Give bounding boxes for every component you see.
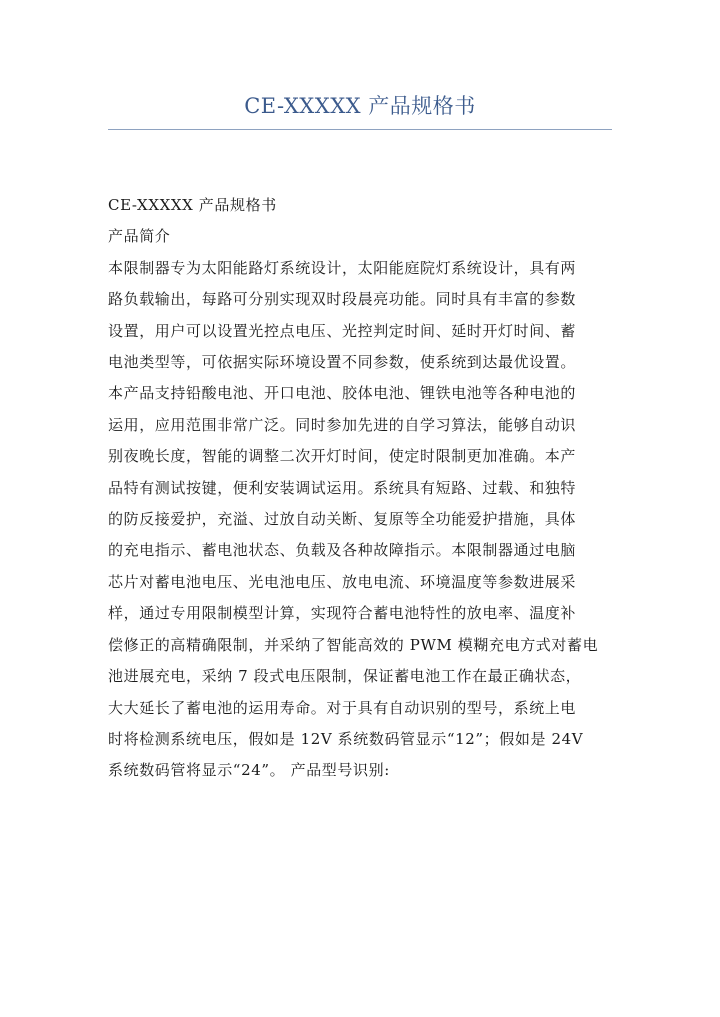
paragraph-line: 本产品支持铅酸电池、开口电池、胶体电池、锂铁电池等各种电池的 xyxy=(108,384,577,403)
paragraph-line: 池进展充电，采纳 7 段式电压限制，保证蓄电池工作在最正确状态， xyxy=(108,667,582,686)
paragraph-line: 芯片对蓄电池电压、光电池电压、放电电流、环境温度等参数进展采 xyxy=(108,572,577,591)
paragraph-line: 大大延长了蓄电池的运用寿命。对于具有自动识别的型号，系统上电 xyxy=(108,698,577,717)
paragraph-line: 偿修正的高精确限制，并采纳了智能高效的 PWM 模糊充电方式对蓄电 xyxy=(108,635,599,654)
header-divider xyxy=(108,129,612,130)
paragraph-line: 时将检测系统电压，假如是 12V 系统数码管显示“12”；假如是 24V xyxy=(108,729,584,748)
section-title: 产品简介 xyxy=(108,227,171,246)
paragraph-line: 路负载输出，每路可分别实现双时段晨亮功能。同时具有丰富的参数 xyxy=(108,290,577,309)
paragraph-line: 运用，应用范围非常广泛。同时参加先进的自学习算法，能够自动识 xyxy=(108,415,577,434)
paragraph-line: 设置，用户可以设置光控点电压、光控判定时间、延时开灯时间、蓄 xyxy=(108,321,577,340)
paragraph-line: 的充电指示、蓄电池状态、负载及各种故障指示。本限制器通过电脑 xyxy=(108,541,577,560)
paragraph-line: 品特有测试按键，便利安装调试运用。系统具有短路、过载、和独特 xyxy=(108,478,577,497)
paragraph-line: 本限制器专为太阳能路灯系统设计，太阳能庭院灯系统设计，具有两 xyxy=(108,258,577,277)
document-heading: CE-XXXXX 产品规格书 xyxy=(108,196,277,214)
document-body xyxy=(108,190,628,787)
paragraph-line: 系统数码管将显示“24”。 产品型号识别: xyxy=(108,761,390,780)
page-header xyxy=(108,88,612,124)
paragraph-line: 别夜晚长度，智能的调整二次开灯时间，使定时限制更加准确。本产 xyxy=(108,447,577,466)
paragraph-line: 样，通过专用限制模型计算，实现符合蓄电池特性的放电率、温度补 xyxy=(108,604,577,623)
paragraph-line: 电池类型等，可依据实际环境设置不同参数，使系统到达最优设置。 xyxy=(108,353,577,372)
page-title: CE-XXXXX 产品规格书 xyxy=(244,94,476,118)
paragraph-line: 的防反接爱护，充溢、过放自动关断、复原等全功能爱护措施，具体 xyxy=(108,510,577,529)
